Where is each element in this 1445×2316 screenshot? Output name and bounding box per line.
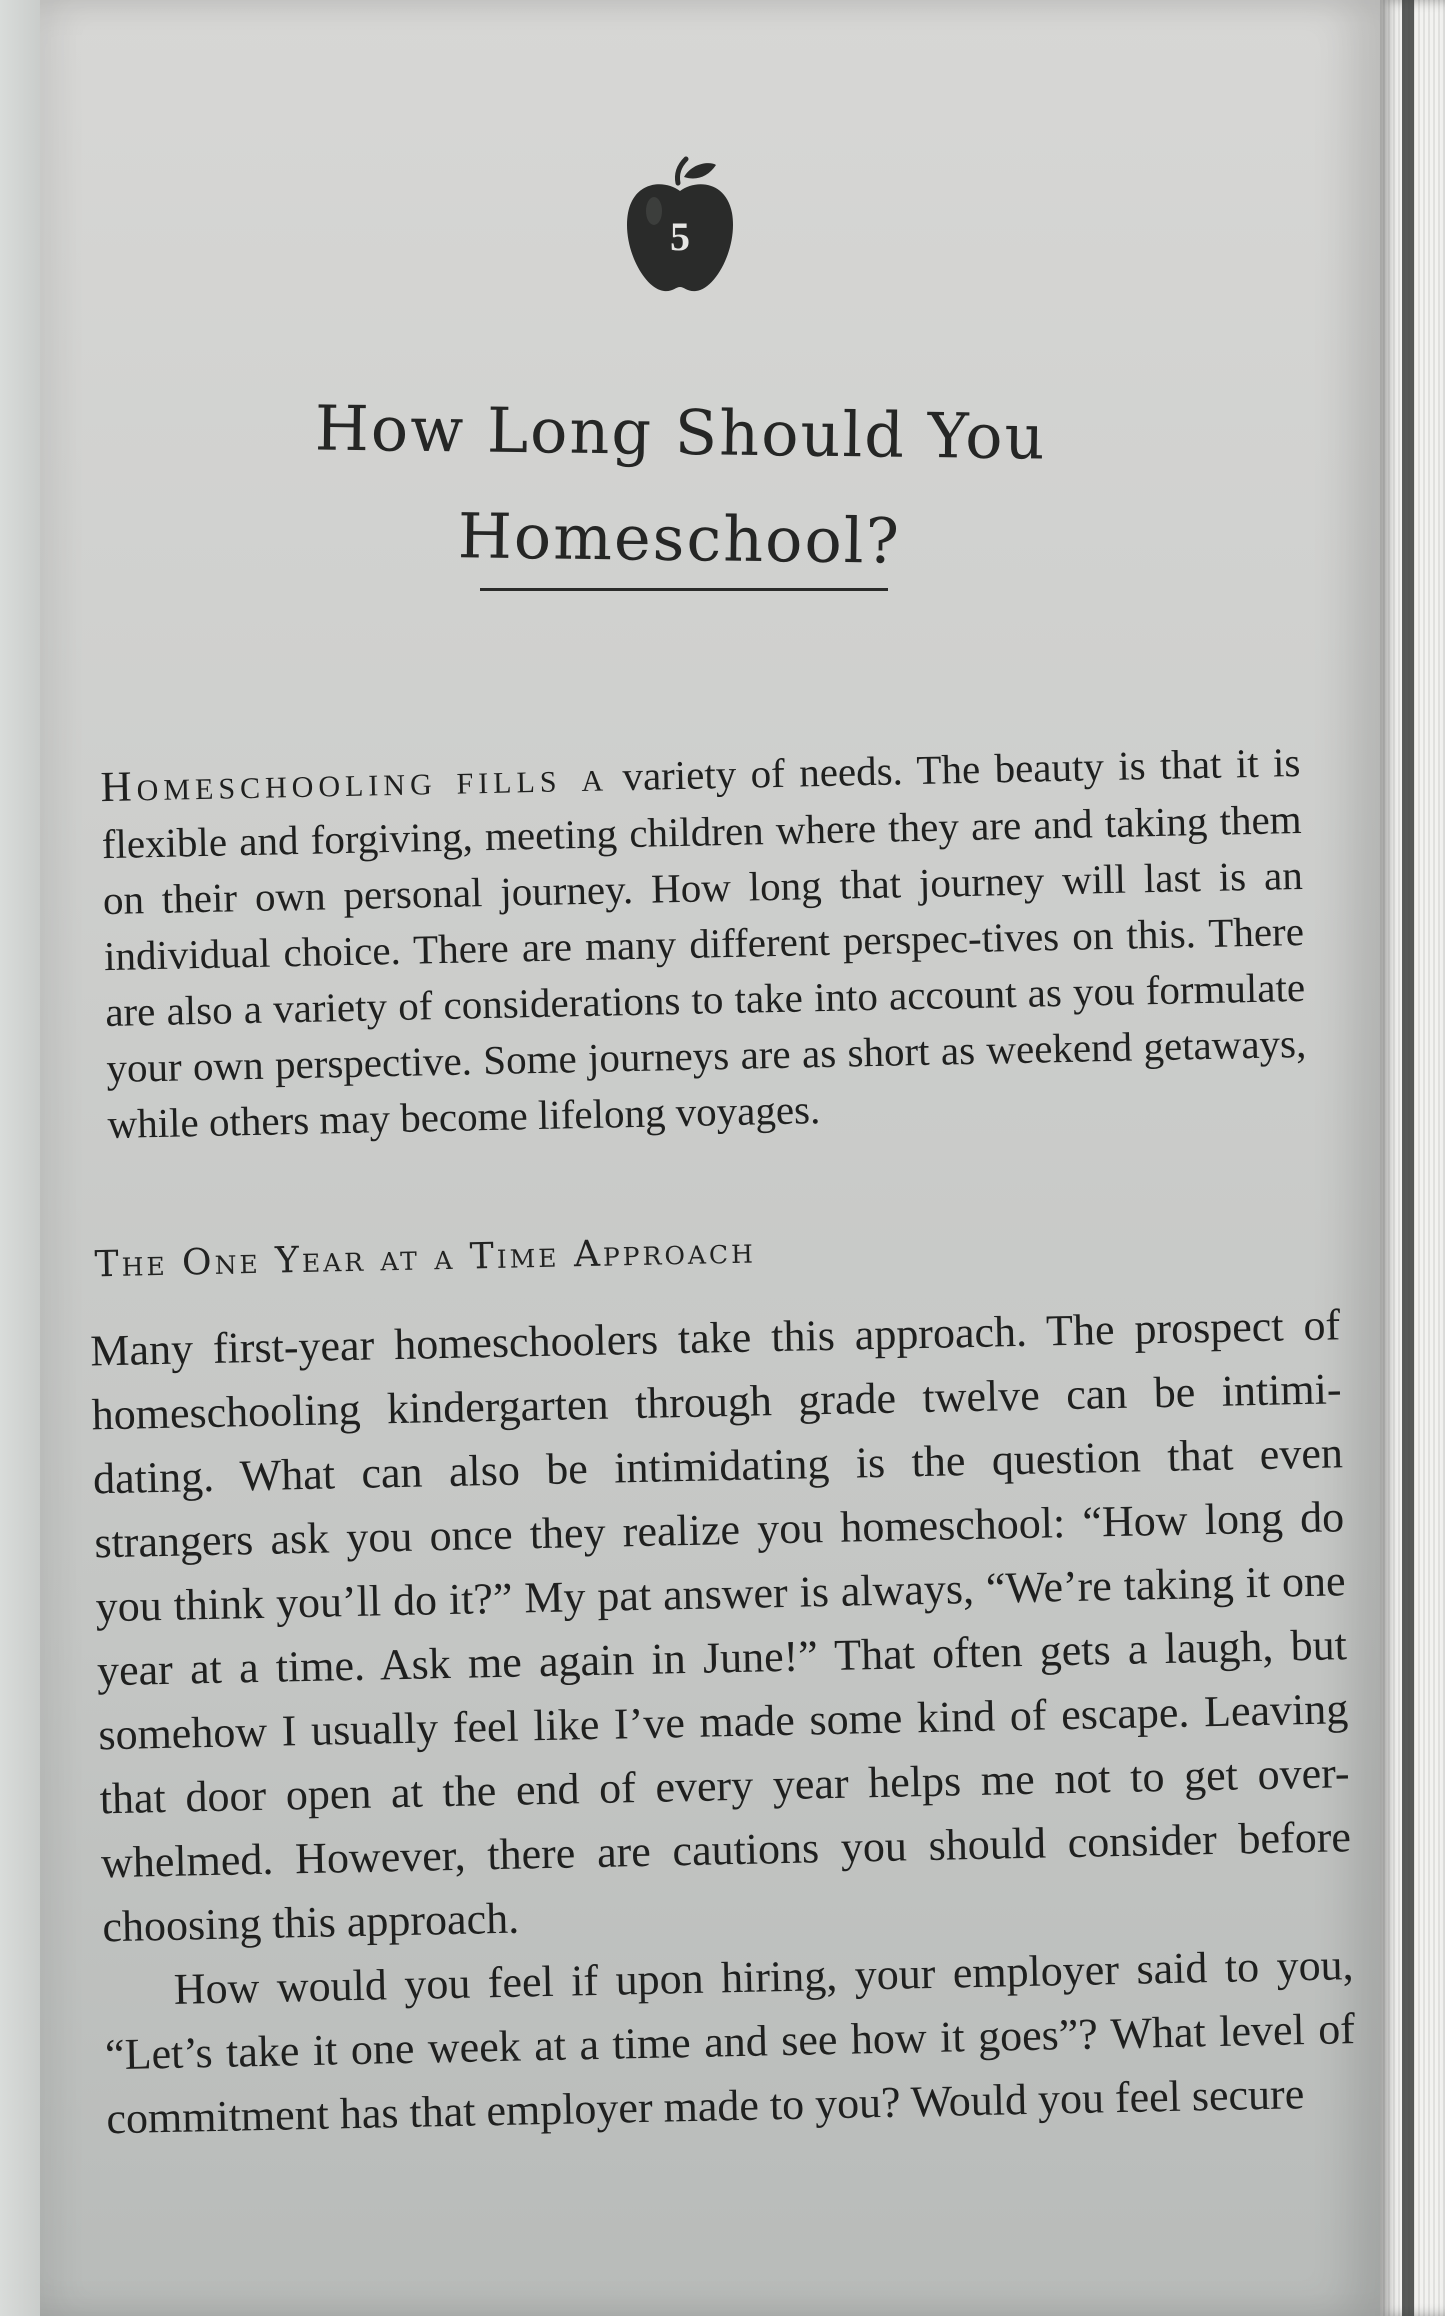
section-paragraph-1: Many first-year homeschoolers take this approach. The prospect of homeschooling kindergarten through grade twelve can be intimi-dating. What can also be intimidating is the question that even strangers ask you once they realize you homeschool: “How long do you think you’ll do it?” My pat answer is always, “We’re taking it one year at a time. Ask me again in June!” That often gets a laugh, but somehow I usually feel like I’ve made some kind of escape. Leaving that door open at the end of every year helps me not to get over-whelmed. However, there are cautions you should consider before choosing this approach. <box>89 1300 1352 1952</box>
page-body <box>58 733 1377 2152</box>
intro-paragraph <box>100 734 1308 1152</box>
title-underline <box>480 588 888 591</box>
chapter-title-line2: Homeschool? <box>457 499 902 578</box>
page-stack-shadow <box>1402 0 1414 2316</box>
section-paragraph-2: How would you feel if upon hiring, your employer said to you, “Let’s take it one week at a time and see how it goes”? What level of commitment has that employer made to you? Would you feel secure <box>104 1940 1356 2144</box>
page-stack-edge <box>1380 0 1445 2316</box>
chapter-apple-icon <box>620 155 740 295</box>
chapter-number: 5 <box>670 214 690 259</box>
section-heading: The One Year at a Time Approach <box>94 1230 757 1286</box>
section-body <box>90 1293 1357 2151</box>
intro-lead-in: Homeschooling fills a <box>100 753 609 812</box>
chapter-title <box>259 375 1102 597</box>
chapter-title-line1: How Long Should You <box>314 391 1047 474</box>
intro-text: variety of needs. The beauty is that it is flexible and forgiving, meeting children where they are and taking them on their own personal journey. How long that journey will last is an individual choice. There are many different perspec-tives on this. There are also a variety of considerations to take into account as you formulate your own perspective. Some journeys are as short as weekend getaways, while others may become lifelong voyages. <box>101 738 1307 1148</box>
